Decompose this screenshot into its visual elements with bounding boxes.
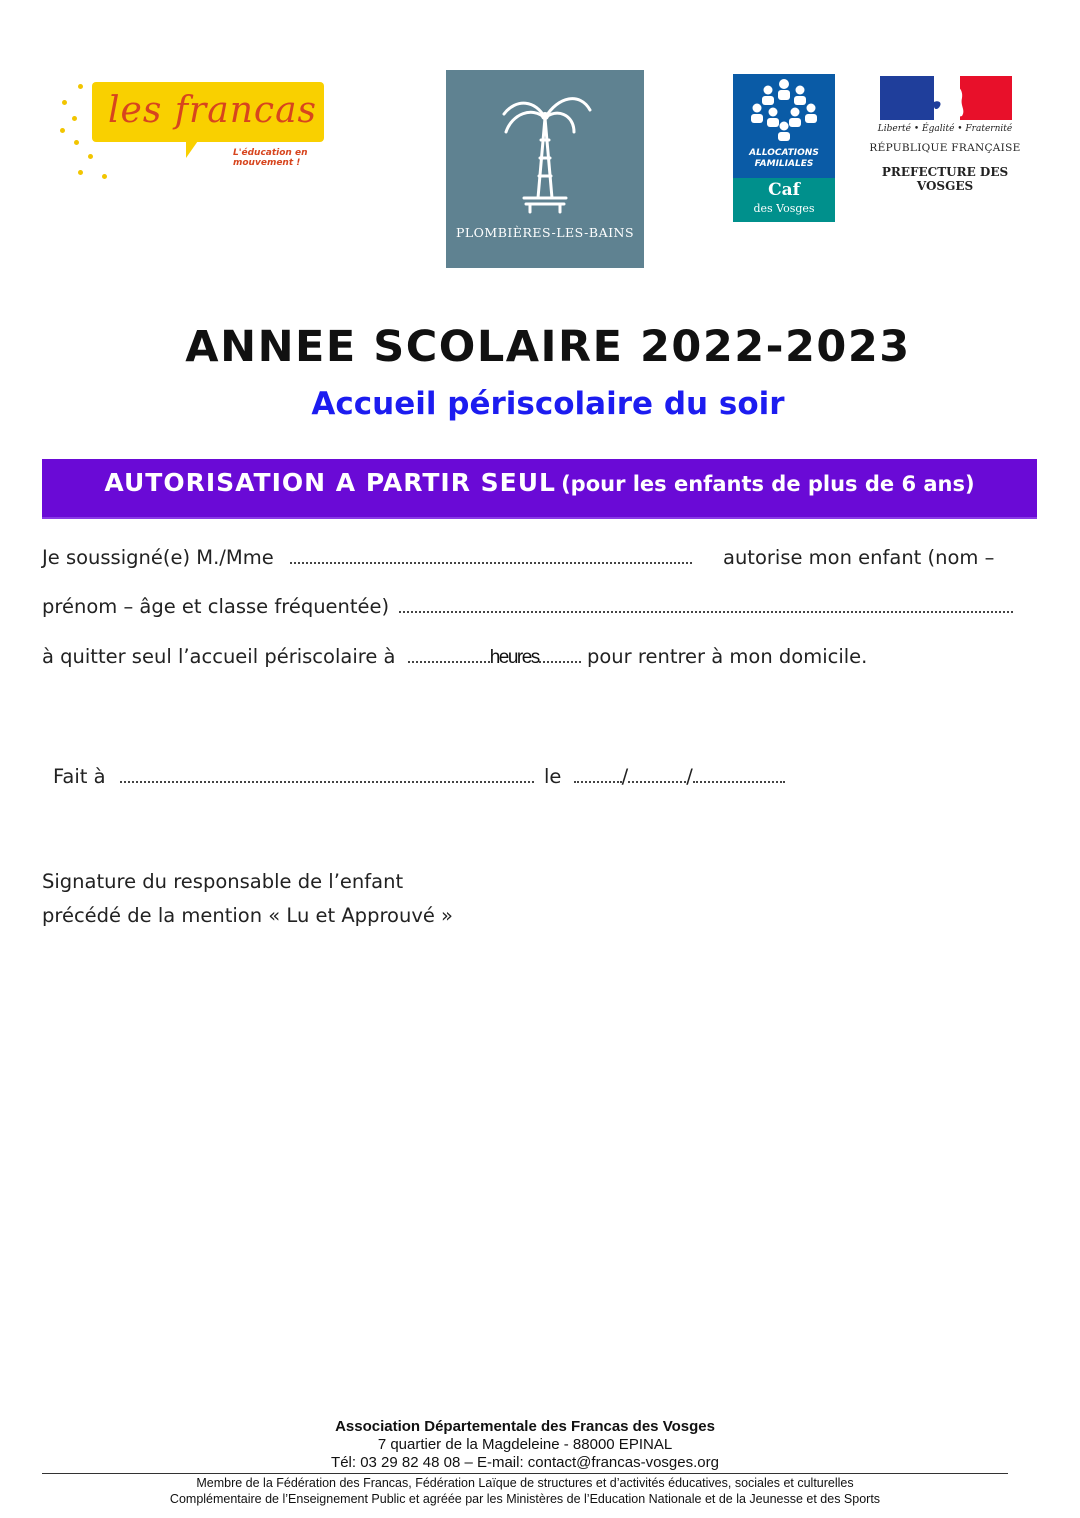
hour-field[interactable] (408, 647, 490, 663)
footer-contact: Tél: 03 29 82 48 08 – E-mail: contact@francas-vosges.org (331, 1454, 719, 1471)
francas-logo-text: les francas (108, 90, 318, 131)
banner-note: (pour les enfants de plus de 6 ans) (561, 472, 975, 496)
parent-name-field[interactable] (290, 548, 692, 564)
footer-divider (42, 1473, 1008, 1474)
day-field[interactable] (574, 767, 622, 783)
banner-title: AUTORISATION A PARTIR SEUL (104, 468, 556, 497)
footer-address: 7 quartier de la Magdeleine - 88000 EPINAL (377, 1436, 673, 1453)
caf-line2: FAMILIALES (754, 159, 814, 169)
logo-dot (102, 174, 107, 179)
republique-name: RÉPUBLIQUE FRANÇAISE (869, 142, 1021, 154)
republique-francaise-logo (860, 76, 1030, 193)
authorization-banner (42, 459, 1037, 517)
logo-dot (60, 128, 65, 133)
month-field[interactable] (628, 767, 686, 783)
line3-start: à quitter seul l’accueil périscolaire à (42, 645, 396, 668)
footer-member: Membre de la Fédération des Francas, Fédération Laïque de structures et d’activités éducatives, sociales et culturelles (196, 1476, 854, 1490)
family-icon (733, 74, 835, 146)
line1-end: autorise mon enfant (nom – (723, 546, 995, 569)
caf-logo (733, 74, 835, 222)
signature-line-1: Signature du responsable de l’enfant (42, 870, 404, 893)
logo-dot (78, 84, 83, 89)
caf-logo-top (733, 74, 835, 178)
caf-allocations-text (733, 148, 835, 170)
fait-label: Fait à (53, 765, 106, 788)
page-title: ANNEE SCOLAIRE 2022-2023 (185, 322, 911, 372)
logo-dot (78, 170, 83, 175)
footer-org: Association Départementale des Francas des Vosges (335, 1418, 715, 1435)
form-line-2 (42, 595, 1013, 618)
minutes-field[interactable] (539, 647, 581, 663)
fait-line (53, 765, 785, 788)
caf-subtitle: des Vosges (753, 202, 815, 215)
le-label: le (544, 765, 562, 788)
line3-end: pour rentrer à mon domicile. (587, 645, 868, 668)
form-line-1 (42, 546, 995, 569)
plombieres-logo (446, 70, 644, 268)
signature-line-2: précédé de la mention « Lu et Approuvé » (42, 904, 453, 927)
logo-dot (74, 140, 79, 145)
plombieres-caption: PLOMBIÈRES-LES-BAINS (455, 225, 635, 240)
francas-logo (58, 78, 370, 188)
fountain-icon (446, 70, 644, 230)
logo-dot (62, 100, 67, 105)
date-separator: / (621, 765, 629, 788)
date-separator: / (686, 765, 693, 788)
caf-line1: ALLOCATIONS (749, 148, 819, 158)
form-line-3 (42, 645, 867, 669)
page-subtitle: Accueil périscolaire du soir (311, 386, 785, 422)
footer-complement: Complémentaire de l’Enseignement Public et agréée par les Ministères de l’Education Nationale et de la Jeunesse et des Sports (169, 1492, 881, 1506)
republique-motto: Liberté • Égalité • Fraternité (877, 124, 1013, 134)
logo-dot (88, 154, 93, 159)
prefecture-name: PREFECTURE DES VOSGES (881, 165, 1009, 193)
child-info-field[interactable] (399, 597, 1013, 613)
banner-text (42, 468, 1037, 497)
marianne-flag-icon (880, 76, 1012, 120)
year-field[interactable] (693, 767, 785, 783)
line2-start: prénom – âge et classe fréquentée) (42, 595, 390, 618)
francas-tagline: L'éducation en mouvement ! (233, 148, 308, 168)
francas-speech-tail (186, 138, 204, 158)
hours-label: heures (489, 647, 539, 668)
place-field[interactable] (120, 767, 534, 783)
line1-start: Je soussigné(e) M./Mme (42, 546, 274, 569)
logo-dot (72, 116, 77, 121)
caf-name: Caf (768, 180, 800, 200)
